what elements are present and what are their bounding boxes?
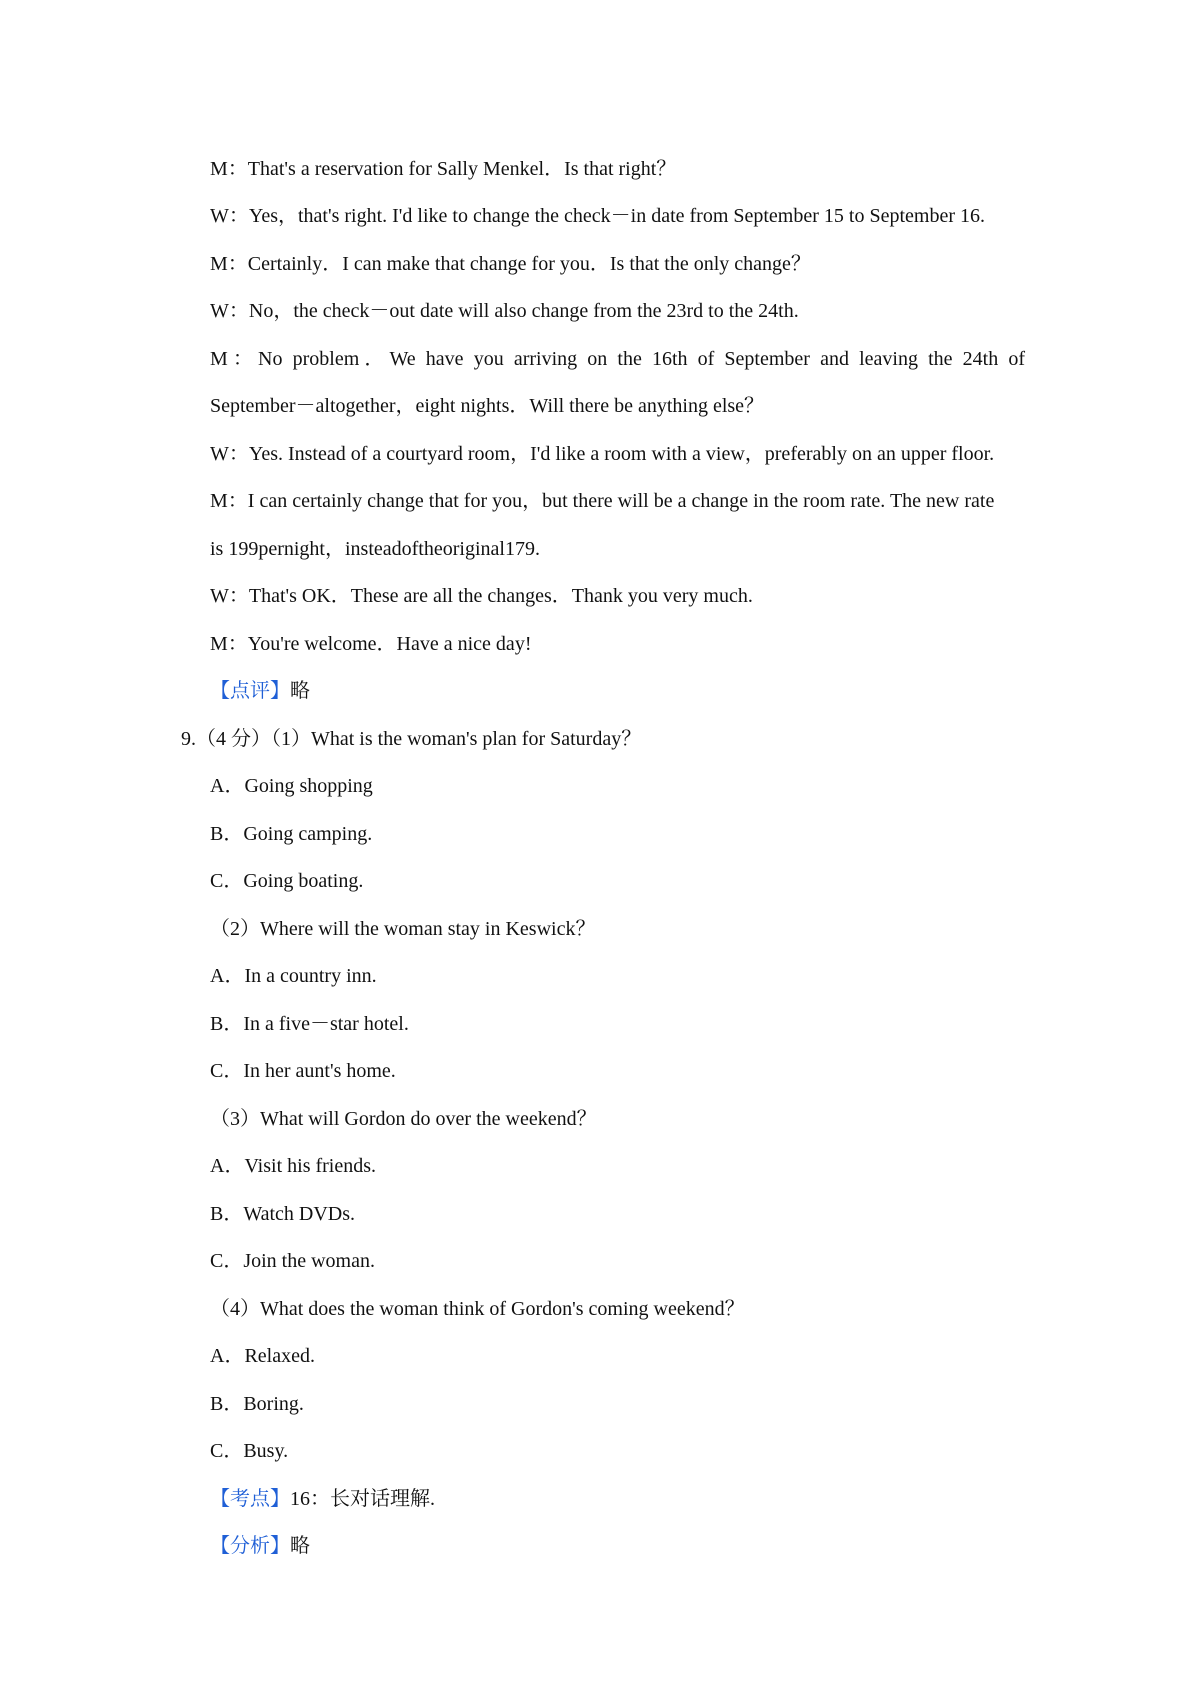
option-line: A．Going shopping: [210, 775, 373, 797]
comment-line: [210, 679, 1025, 703]
fenxi-line: [210, 1534, 1025, 1558]
option-line: C．In her aunt's home.: [210, 1060, 396, 1082]
option-line: B．Boring.: [210, 1393, 304, 1415]
option-line: B．Watch DVDs.: [210, 1203, 356, 1225]
kaodian-text: 16：长对话理解.: [290, 1488, 435, 1510]
option-line: A．In a country inn.: [210, 965, 377, 987]
option-line: C．Busy.: [210, 1440, 289, 1462]
dialogue-line: M：I can certainly change that for you，but there will be a change in the room rate. The new rate: [210, 490, 995, 512]
sub-question-stem: （2）Where will the woman stay in Keswick？: [210, 918, 596, 940]
sub-question-stem: （4）What does the woman think of Gordon's coming weekend？: [210, 1298, 745, 1320]
fenxi-tag: 【分析】: [210, 1535, 290, 1557]
dialogue-line: W：Yes. Instead of a courtyard room，I'd like a room with a view，preferably on an upper floor.: [210, 443, 995, 465]
dialogue-line: M：You're welcome．Have a nice day!: [210, 633, 532, 655]
dialogue-line: W：Yes，that's right. I'd like to change the check－in date from September 15 to September 16.: [210, 205, 985, 227]
option-line: B．In a five－star hotel.: [210, 1013, 409, 1035]
dialogue-line: is 199pernight，insteadoftheoriginal179.: [210, 538, 540, 560]
dialogue-line: W：No，the check－out date will also change from the 23rd to the 24th.: [210, 300, 799, 322]
dialogue-line: M：No problem．We have you arriving on the 16th of September and leaving the 24th of: [210, 348, 1025, 370]
dialogue-line: W：That's OK．These are all the changes．Thank you very much.: [210, 585, 753, 607]
dialogue-line: M：That's a reservation for Sally Menkel．Is that right？: [210, 158, 677, 180]
sub-question-stem: （3）What will Gordon do over the weekend？: [210, 1108, 597, 1130]
option-line: A．Relaxed.: [210, 1345, 315, 1367]
comment-tag: 【点评】: [210, 680, 290, 702]
option-line: C．Join the woman.: [210, 1250, 375, 1272]
kaodian-line: [210, 1487, 1025, 1511]
question-9-header: 9.（4 分）（1）What is the woman's plan for Saturday？: [181, 728, 642, 750]
option-line: A．Visit his friends.: [210, 1155, 377, 1177]
kaodian-tag: 【考点】: [210, 1488, 290, 1510]
fenxi-text: 略: [290, 1535, 310, 1557]
comment-text: 略: [290, 680, 310, 702]
dialogue-line: M：Certainly．I can make that change for you．Is that the only change？: [210, 253, 811, 275]
option-line: B．Going camping.: [210, 823, 373, 845]
option-line: C．Going boating.: [210, 870, 364, 892]
dialogue-line: September－altogether，eight nights．Will there be anything else？: [210, 395, 765, 417]
